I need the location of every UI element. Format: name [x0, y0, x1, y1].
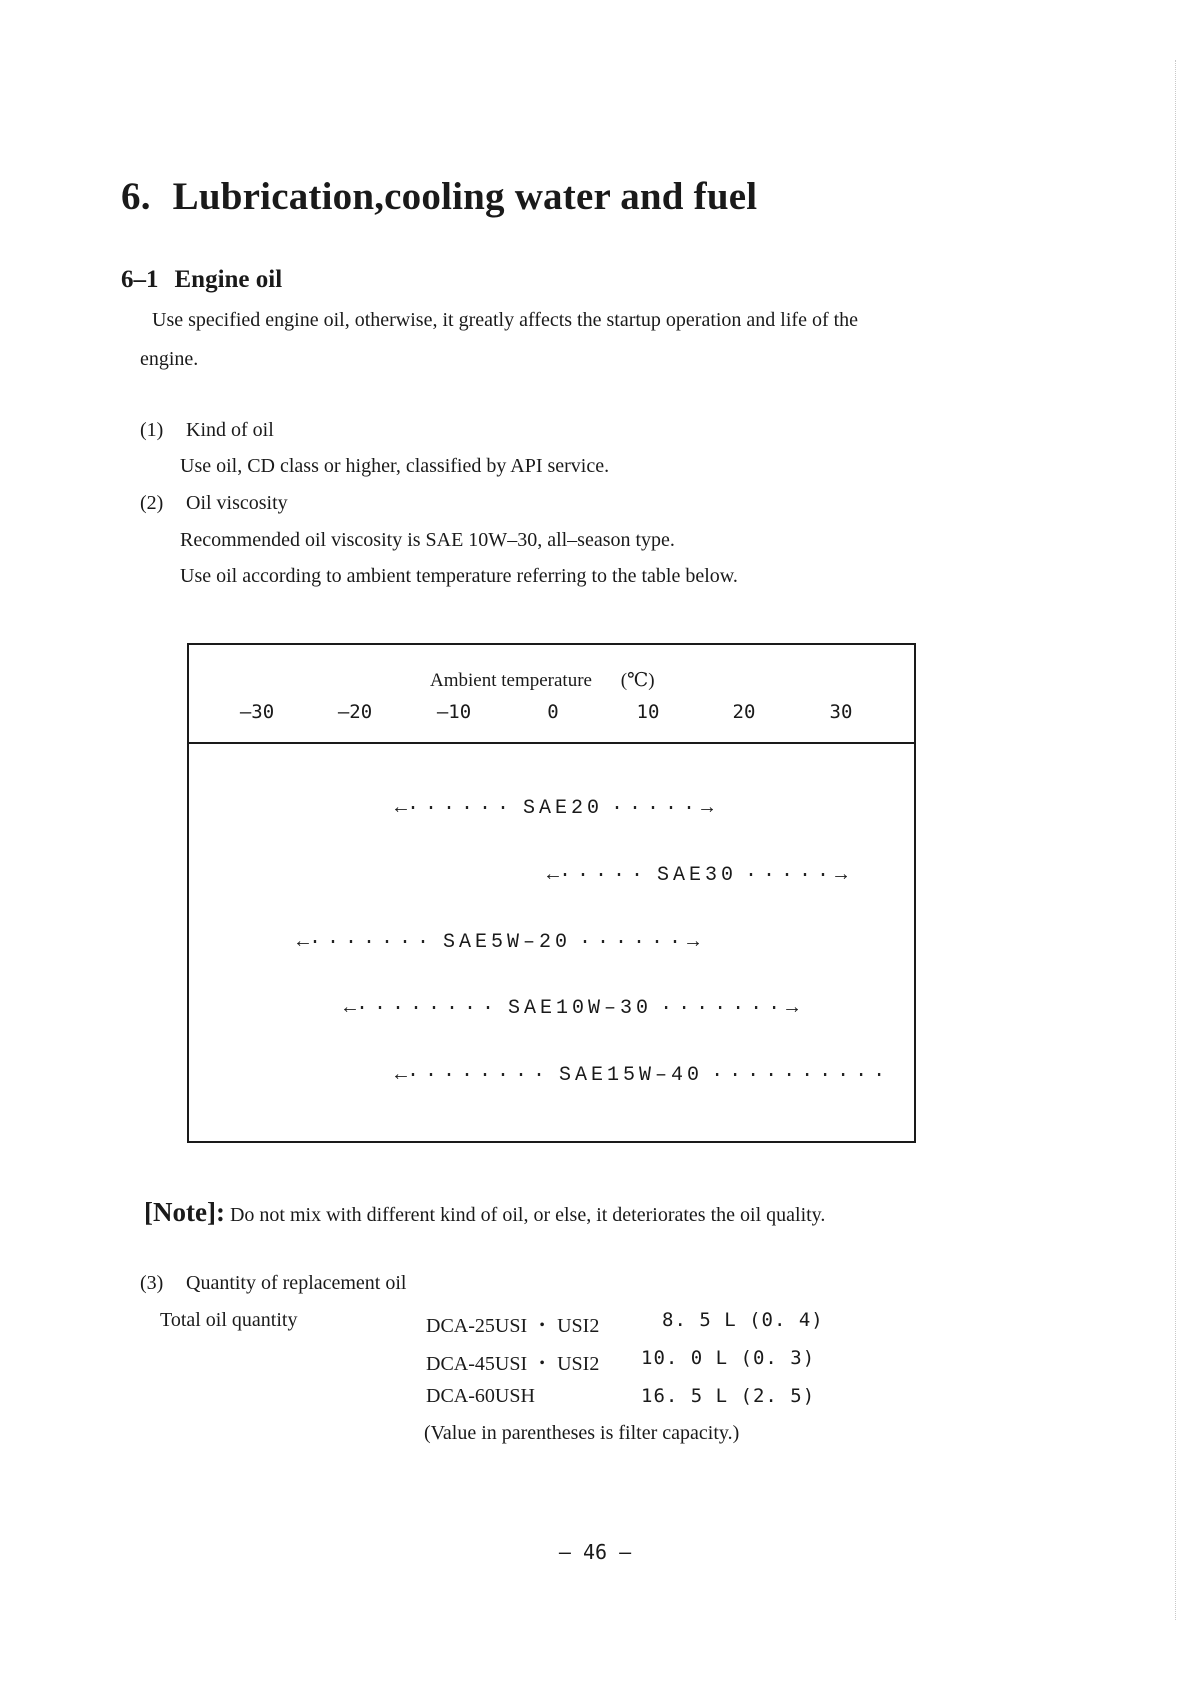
band-dots: ····· — [611, 797, 702, 820]
oil-band-sae5w20 — [297, 931, 699, 954]
left-arrow-icon: ← — [297, 931, 310, 954]
band-label: SAE20 — [523, 797, 604, 820]
band-dots: ····· — [745, 864, 836, 887]
band-label: SAE10W–30 — [508, 997, 653, 1020]
band-dots: ········ — [356, 997, 501, 1020]
right-arrow-icon: → — [835, 864, 848, 887]
quantity-heading — [140, 1272, 406, 1295]
model-name: DCA-60USH — [426, 1385, 535, 1407]
left-arrow-icon: ← — [395, 797, 408, 820]
chart-title-text: Ambient temperature — [430, 670, 592, 691]
chart-divider — [189, 742, 914, 744]
oil-band-sae10w30 — [344, 997, 798, 1020]
band-dots: ······ — [407, 797, 516, 820]
temperature-tick: –10 — [436, 701, 472, 723]
page-edge-border — [1175, 60, 1176, 1620]
oil-quantity-value: 16. 5 L (2. 5) — [641, 1385, 816, 1407]
item-text: Recommended oil viscosity is SAE 10W–30, all–season type. — [180, 529, 675, 551]
page-number: – 46 – — [558, 1540, 632, 1564]
note — [144, 1197, 825, 1228]
item-oil-viscosity — [140, 492, 288, 515]
total-oil-label: Total oil quantity — [160, 1309, 298, 1331]
chart-title — [430, 669, 655, 692]
section-title: Lubrication,cooling water and fuel — [172, 175, 758, 218]
band-dots: ·········· — [711, 1064, 892, 1087]
left-arrow-icon: ← — [344, 997, 357, 1020]
left-arrow-icon: ← — [395, 1064, 408, 1087]
item-number: (1) — [140, 419, 164, 441]
item-title: Kind of oil — [186, 419, 274, 441]
model-name: DCA-25USI ・ USI2 — [426, 1315, 600, 1337]
temperature-tick: –30 — [239, 701, 275, 723]
item-number: (3) — [140, 1272, 164, 1294]
item-number: (2) — [140, 492, 164, 514]
item-kind-of-oil — [140, 419, 274, 442]
right-arrow-icon: → — [687, 931, 700, 954]
temperature-tick: 20 — [732, 701, 756, 723]
note-label: [Note]: — [144, 1197, 225, 1227]
temperature-tick: 10 — [636, 701, 660, 723]
left-arrow-icon: ← — [547, 864, 560, 887]
oil-quantity-value: 10. 0 L (0. 3) — [641, 1347, 816, 1369]
band-dots: ······ — [579, 931, 688, 954]
model-name: DCA-45USI ・ USI2 — [426, 1353, 600, 1375]
note-text: Do not mix with different kind of oil, or else, it deteriorates the oil quality. — [229, 1204, 826, 1226]
right-arrow-icon: → — [786, 997, 799, 1020]
item-text: Use oil according to ambient temperature referring to the table below. — [180, 565, 738, 587]
item-title: Oil viscosity — [186, 492, 288, 514]
right-arrow-icon: → — [701, 797, 714, 820]
band-dots: ······· — [660, 997, 787, 1020]
temperature-tick: 30 — [829, 701, 853, 723]
oil-band-sae20 — [395, 797, 713, 820]
section-heading — [121, 174, 757, 219]
band-label: SAE30 — [657, 864, 738, 887]
intro-line-2: engine. — [140, 348, 199, 370]
oil-band-sae15w40 — [395, 1064, 891, 1087]
quantity-title: Quantity of replacement oil — [186, 1272, 407, 1294]
filter-capacity-note: (Value in parentheses is filter capacity.) — [424, 1422, 740, 1444]
oil-band-sae30 — [547, 864, 847, 887]
band-dots: ····· — [559, 864, 650, 887]
band-dots: ········ — [407, 1064, 552, 1087]
temperature-tick: –20 — [337, 701, 373, 723]
band-label: SAE15W–40 — [559, 1064, 704, 1087]
intro-line-1: Use specified engine oil, otherwise, it greatly affects the startup operation and life of the — [152, 309, 859, 331]
viscosity-temperature-chart — [187, 643, 916, 1143]
section-number: 6. — [121, 175, 151, 218]
subsection-number: 6–1 — [121, 266, 159, 293]
subsection-heading — [121, 266, 282, 294]
band-dots: ······· — [309, 931, 436, 954]
chart-unit: (℃) — [620, 670, 655, 691]
item-text: Use oil, CD class or higher, classified by API service. — [180, 455, 610, 477]
subsection-title: Engine oil — [174, 266, 283, 293]
oil-quantity-value: 8. 5 L (0. 4) — [662, 1309, 824, 1331]
temperature-tick: 0 — [547, 701, 559, 723]
band-label: SAE5W–20 — [443, 931, 572, 954]
